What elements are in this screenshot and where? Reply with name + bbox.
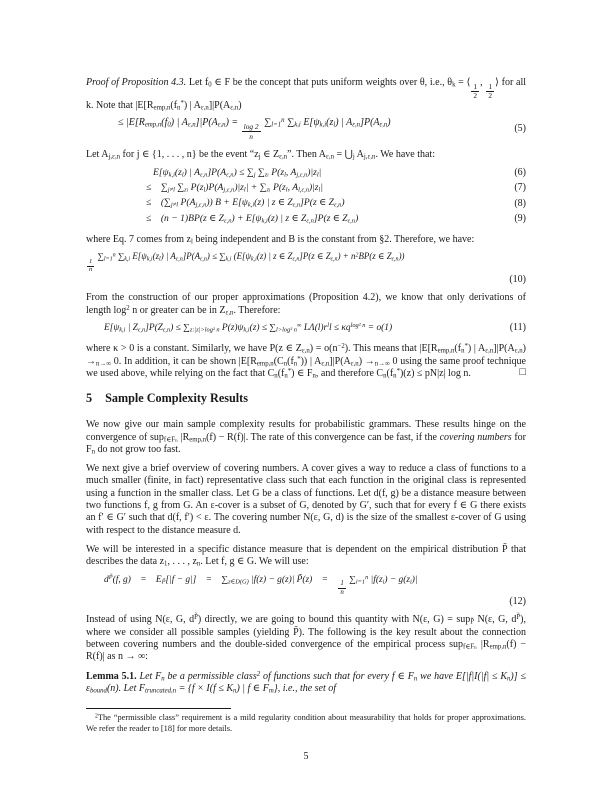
equation-12-number: (12) (509, 596, 526, 608)
equation-10-body: $\frac{1}{n}$ $\sum_{l=1}^n$ $\sum_{k,i}$ $E[\psi_{k,i}(z_l)$ | $A_{\varepsilon,n}]P(A_{\varepsilon,n}) \le \sum_{k,i}$ ($E[\psi_{k,i}(z)$ | z ∈ $Z_{\varepsilon,n}]P(z$ ∈ $Z_{\varepsilon,n}) + n^2BP(z$ ∈ $Z_{\varepsilon,n}$)) (89, 251, 405, 274)
equation-11-number: (11) (509, 321, 526, 333)
derivation-row (86, 197, 526, 209)
footnote-rule (86, 708, 231, 709)
lemma-label: Lemma 5.1. (86, 670, 137, 682)
footnote (86, 708, 526, 735)
proof-construction-paragraph: From the construction of our proper approximations (Proposition 4.2), we know that only derivations of length $\log^2 n$ or greater can be in $Z_{\varepsilon,n}$. Therefore: (86, 292, 526, 317)
footnote-text: $^2$The “permissible class” requirement is a mild regularity condition about measurability that holds for proper approximations. We refer the reader to [18] for more details. (86, 713, 526, 733)
equation-12 (104, 573, 526, 608)
derivation-row-body: ≤ (n − 1)BP(z ∈ $Z_{\varepsilon,n}) + E[\psi_{k,i}(z)$ | z ∈ $Z_{\varepsilon,n}]P(z$ ∈ $Z_{\varepsilon,n}$) (146, 212, 359, 225)
page-body (86, 77, 526, 695)
equation-10 (86, 251, 526, 285)
proof-events-paragraph: Let $A_{j,\varepsilon,n}$ for j ∈ {1, . . . , n} be the event “$z_j$ ∈ $Z_{\varepsilon,n}$”. Then $A_{\varepsilon,n}$ = $⋃_j$ $A_{j,\varepsilon,n}$. We have that: (86, 149, 435, 162)
derivation-row (86, 213, 526, 225)
derivation-row-body: ≤ ($\sum_{j\ne l}$ $P(A_{j,\varepsilon,n})$) $B + E[\psi_{k,i}(z)$ | z ∈ $Z_{\varepsilon,n}]P(z$ ∈ $Z_{\varepsilon,n}$) (146, 197, 345, 209)
proof-conclusion-paragraph (86, 343, 526, 380)
section-main-paragraph: We now give our main sample complexity results for probabilistic grammars. These results hinge on the convergence of sup$_{f\in F_n}$ $|R_{emp,n}(f) - R(f)|$. The rate of this convergence can be fast, if the covering numbers for $F_n$ do not grow too fast. (86, 419, 526, 456)
equation-8-number: (8) (514, 197, 526, 209)
lemma-paragraph (86, 671, 526, 696)
equation-11 (104, 322, 526, 335)
derivation-row-body: ≤ $\sum_{j\ne l}$ $\sum_{z_l}$ $P(z_l)P(A_{j,\varepsilon,n})|z_l| + \sum_{z_l}$ $P(z_l$, $A_{l,\varepsilon,n})|z_l|$ (146, 182, 323, 194)
section-heading (86, 391, 526, 406)
equation-6-number: (6) (514, 166, 526, 178)
derivation-row (86, 167, 526, 179)
equation-7-number: (7) (514, 182, 526, 194)
derivation-row-body: $E[\psi_{k,i}(z_l)$ | $A_{\varepsilon,n}]P(A_{\varepsilon,n}) \le \sum_j$ $\sum_{z_l}$ $P(z_l$, $A_{j,\varepsilon,n})|z_l|$ (153, 166, 322, 179)
section-title: Sample Complexity Results (105, 391, 248, 406)
derivation-block (86, 167, 526, 225)
qed-symbol: □ (519, 365, 526, 378)
section-number: 5 (86, 391, 93, 406)
instead-paragraph: Instead of using N(ε, G, $d^{P̃}$) directly, we are going to bound this quantity with N(ε, G) = sup$_{P̃}$ N(ε, G, $d^{P̃}$), where we consider all possible samples (yielding P̃). The following is the key result about the connection between covering numbers and the double-sided convergence of the empirical process sup$_{f\in F_n}$ $|R_{emp,n}(f) - R(f)|$ as n → ∞: (86, 614, 526, 663)
distance-measure-paragraph: We will be interested in a specific distance measure that is dependent on the empirical distribution P̃ that describes the data $z_1$, . . . , $z_n$. Let f, g ∈ G. We will use: (86, 543, 526, 568)
equation-5-body: ≤ $|E[R_{emp,n}(f_0)$ | $A_{\varepsilon,n}]|P(A_{\varepsilon,n})$ = $\frac{\log 2}{n}$ $\sum_{l=1}^n$ $\sum_{k,i}$ $E[\psi_{k,i}(z_l)$ | $A_{\varepsilon,n}]P(A_{\varepsilon,n})$ (118, 117, 391, 141)
proof-where-paragraph: where Eq. 7 comes from $z_l$ being independent and B is the constant from §2. Therefore, we have: (86, 233, 475, 246)
proof-conclusion-text: where κ > 0 is a constant. Similarly, we have P(z ∈ $Z_{\varepsilon,n}) = o(n^{-2})$. This means that $|E[R_{emp,n}(f_n^*)$ | $A_{\varepsilon,n}]|P(A_{\varepsilon,n}) \to_{n\to\infty}$ 0. In addition, it can be shown $|E[R_{emp,n}(C_n(f_n^*))$ | $A_{\varepsilon,n}]|P(A_{\varepsilon,n}) \to_{n\to\infty}$ 0 using the same proof technique we used above, while relying on the fact that $C_n(f_n^*)$ ∈ $F_n$, and therefore $C_n(f_n^*)(z) \le pN|z|$ log n. (86, 343, 526, 380)
covering-overview-paragraph: We next give a brief overview of covering numbers. A cover gives a way to reduce a class of functions to a much smaller (finite, in fact) representative class such that each function in the original class is represented using a function in the smaller class. Let G be a class of functions. Let d(f, g) be a distance measure between two functions f, g from G. An ε-cover is a subset of G, denoted by G′, such that for every f ∈ G there exists an f′ ∈ G′ such that d(f, f′) < ε. The covering number N(ε, G, d) is the size of the smallest ε-cover of G using with respect to the distance measure d. (86, 463, 526, 536)
derivation-row (86, 182, 526, 194)
equation-5 (118, 117, 526, 140)
proof-intro-paragraph: Proof of Proposition 4.3. Let $f_0$ ∈ F be the concept that puts uniform weights over θ, i.e., $\theta_k$ = ⟨ $\frac{1}{2}$ , $\frac{1}{2}$ ⟩ for all k. Note that $|E[R_{emp,n}(f_n^*)$ | $A_{\varepsilon,n}]|P(A_{\varepsilon,n})$ (86, 77, 527, 112)
equation-10-number: (10) (509, 273, 526, 285)
equation-12-body: $d^{P̃}(f$, g) = $E_{P̃}[|f - g|]$ = $\sum_{z\in D(G)}$ |f(z) − g(z)| P̃(z) = $\frac{1}{n}$ $\sum_{i=1}^n$ $|f(z_i) - g(z_i)|$ (104, 573, 418, 597)
equation-5-number: (5) (514, 122, 526, 134)
page-number: 5 (303, 751, 309, 762)
equation-9-number: (9) (514, 212, 526, 224)
lemma-body: Let $F_n$ be a permissible class$^2$ of functions such that for every f ∈ $F_n$ we have $E[|f|I(|f| \le K_n)] \le \varepsilon_{bound}(n)$. Let $F_{truncated,n} = \{f \times I(f \le K_n)$ | f ∈ $F_m$}, i.e., the set of (86, 670, 527, 695)
equation-11-body: $E[\psi_{k,i}$ | $Z_{\varepsilon,n}]P(Z_{\varepsilon,n}) \le \sum_{z:|z|>log^2 n}$ $P(z)\psi_{k,i}(z) \le \sum_{l>log^2 n}^\infty$ $L\Lambda(l)r^ll \le \kappa q^{log^2 n} = o(1)$ (104, 321, 393, 334)
